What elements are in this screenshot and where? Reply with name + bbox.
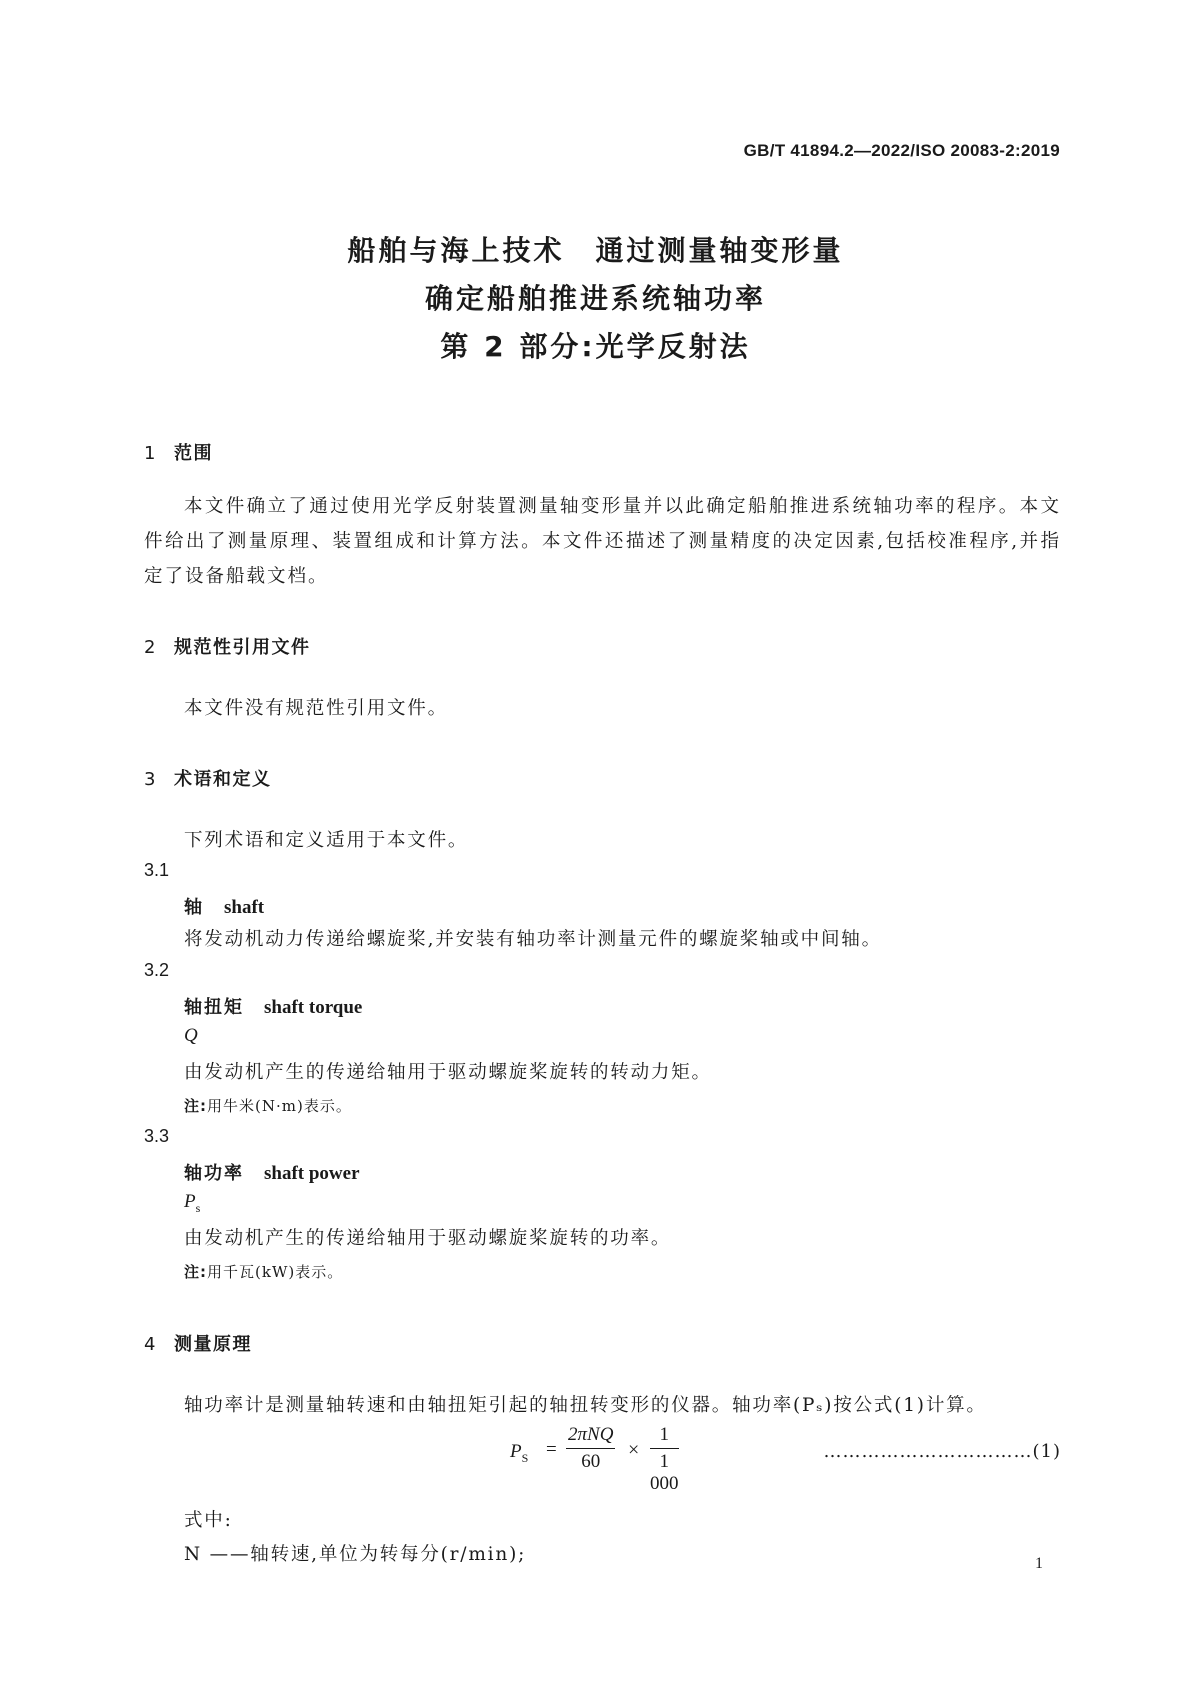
formula-lhs	[510, 1441, 528, 1466]
term-3-2-heading	[184, 993, 362, 1019]
term-3-1-zh: 轴	[184, 897, 204, 918]
section-4-number: 4	[144, 1334, 157, 1355]
term-3-3-note-text: 用千瓦(kW)表示。	[207, 1263, 344, 1281]
term-3-2-note	[184, 1095, 352, 1116]
formula-number: ……………………………(1)	[823, 1441, 1061, 1462]
title-line-1: 船舶与海上技术 通过测量轴变形量	[347, 234, 844, 267]
formula-lhs-sub: S	[521, 1450, 529, 1465]
term-3-2-number: 3.2	[144, 960, 170, 980]
formula-fraction-bar-2	[650, 1448, 679, 1449]
section-2-title: 规范性引用文件	[174, 637, 311, 658]
term-3-3-symbol-sub: s	[195, 1200, 201, 1215]
variable-n-definition: N ——轴转速,单位为转每分(r/min);	[184, 1544, 527, 1565]
section-3-title: 术语和定义	[174, 769, 272, 790]
term-3-1-definition: 将发动机动力传递给螺旋桨,并安装有轴功率计测量元件的螺旋桨轴或中间轴。	[184, 929, 882, 950]
formula-times: ×	[628, 1439, 640, 1461]
term-3-1-en: shaft	[224, 897, 265, 918]
section-1-number: 1	[144, 443, 157, 464]
section-1-heading	[144, 439, 213, 465]
term-3-2-note-label: 注:	[184, 1097, 207, 1115]
formula-numerator-2: 1	[659, 1424, 669, 1445]
term-3-3-symbol-main: P	[184, 1191, 196, 1212]
title-line-2: 确定船舶推进系统轴功率	[424, 282, 766, 315]
section-4-text: 轴功率计是测量轴转速和由轴扭矩引起的轴扭转变形的仪器。轴功率(Pₛ)按公式(1)计算。	[184, 1395, 987, 1416]
term-3-3-note	[184, 1261, 343, 1282]
formula-fraction-1	[566, 1424, 615, 1473]
standard-code: GB/T 41894.2—2022/ISO 20083-2:2019	[743, 141, 1060, 160]
term-3-3-zh: 轴功率	[184, 1163, 244, 1184]
section-2-heading	[144, 633, 311, 659]
term-3-2-definition: 由发动机产生的传递给轴用于驱动螺旋桨旋转的转动力矩。	[184, 1062, 712, 1083]
section-4-heading	[144, 1330, 252, 1356]
term-3-1-heading	[184, 893, 264, 919]
term-3-3-symbol	[184, 1191, 200, 1216]
formula-equals: =	[546, 1439, 557, 1460]
section-3-intro: 下列术语和定义适用于本文件。	[184, 830, 469, 851]
section-1-title: 范围	[174, 443, 213, 464]
page-number: 1	[1035, 1555, 1043, 1572]
section-3-number: 3	[144, 769, 157, 790]
section-3-heading	[144, 765, 272, 791]
formula-denominator-1: 60	[581, 1451, 601, 1472]
term-3-3-definition: 由发动机产生的传递给轴用于驱动螺旋桨旋转的功率。	[184, 1228, 672, 1249]
term-3-3-note-label: 注:	[184, 1263, 207, 1281]
section-1-text: 本文件确立了通过使用光学反射装置测量轴变形量并以此确定船舶推进系统轴功率的程序。本文件给出了测量原理、装置组成和计算方法。本文件还描述了测量精度的决定因素,包括校准程序,并指定了设备船载文档。	[144, 496, 1061, 587]
term-3-2-symbol: Q	[184, 1025, 198, 1046]
term-3-3-en: shaft power	[264, 1163, 360, 1184]
formula-lhs-symbol: P	[510, 1441, 522, 1462]
term-3-1-number: 3.1	[144, 860, 170, 880]
formula-numerator-1: 2πNQ	[568, 1424, 614, 1445]
section-2-text: 本文件没有规范性引用文件。	[184, 698, 448, 719]
title-line-3: 第 2 部分:光学反射法	[440, 330, 751, 363]
term-3-3-heading	[184, 1159, 360, 1185]
formula-denominator-2: 1 000	[650, 1451, 679, 1494]
section-2-number: 2	[144, 637, 157, 658]
formula-where: 式中:	[184, 1510, 233, 1531]
term-3-3-number: 3.3	[144, 1126, 170, 1146]
formula-fraction-bar-1	[566, 1448, 615, 1449]
section-4-title: 测量原理	[174, 1334, 252, 1355]
term-3-2-en: shaft torque	[264, 997, 363, 1018]
formula-fraction-2	[650, 1424, 679, 1495]
term-3-2-note-text: 用牛米(N·m)表示。	[207, 1097, 352, 1115]
term-3-2-zh: 轴扭矩	[184, 997, 244, 1018]
